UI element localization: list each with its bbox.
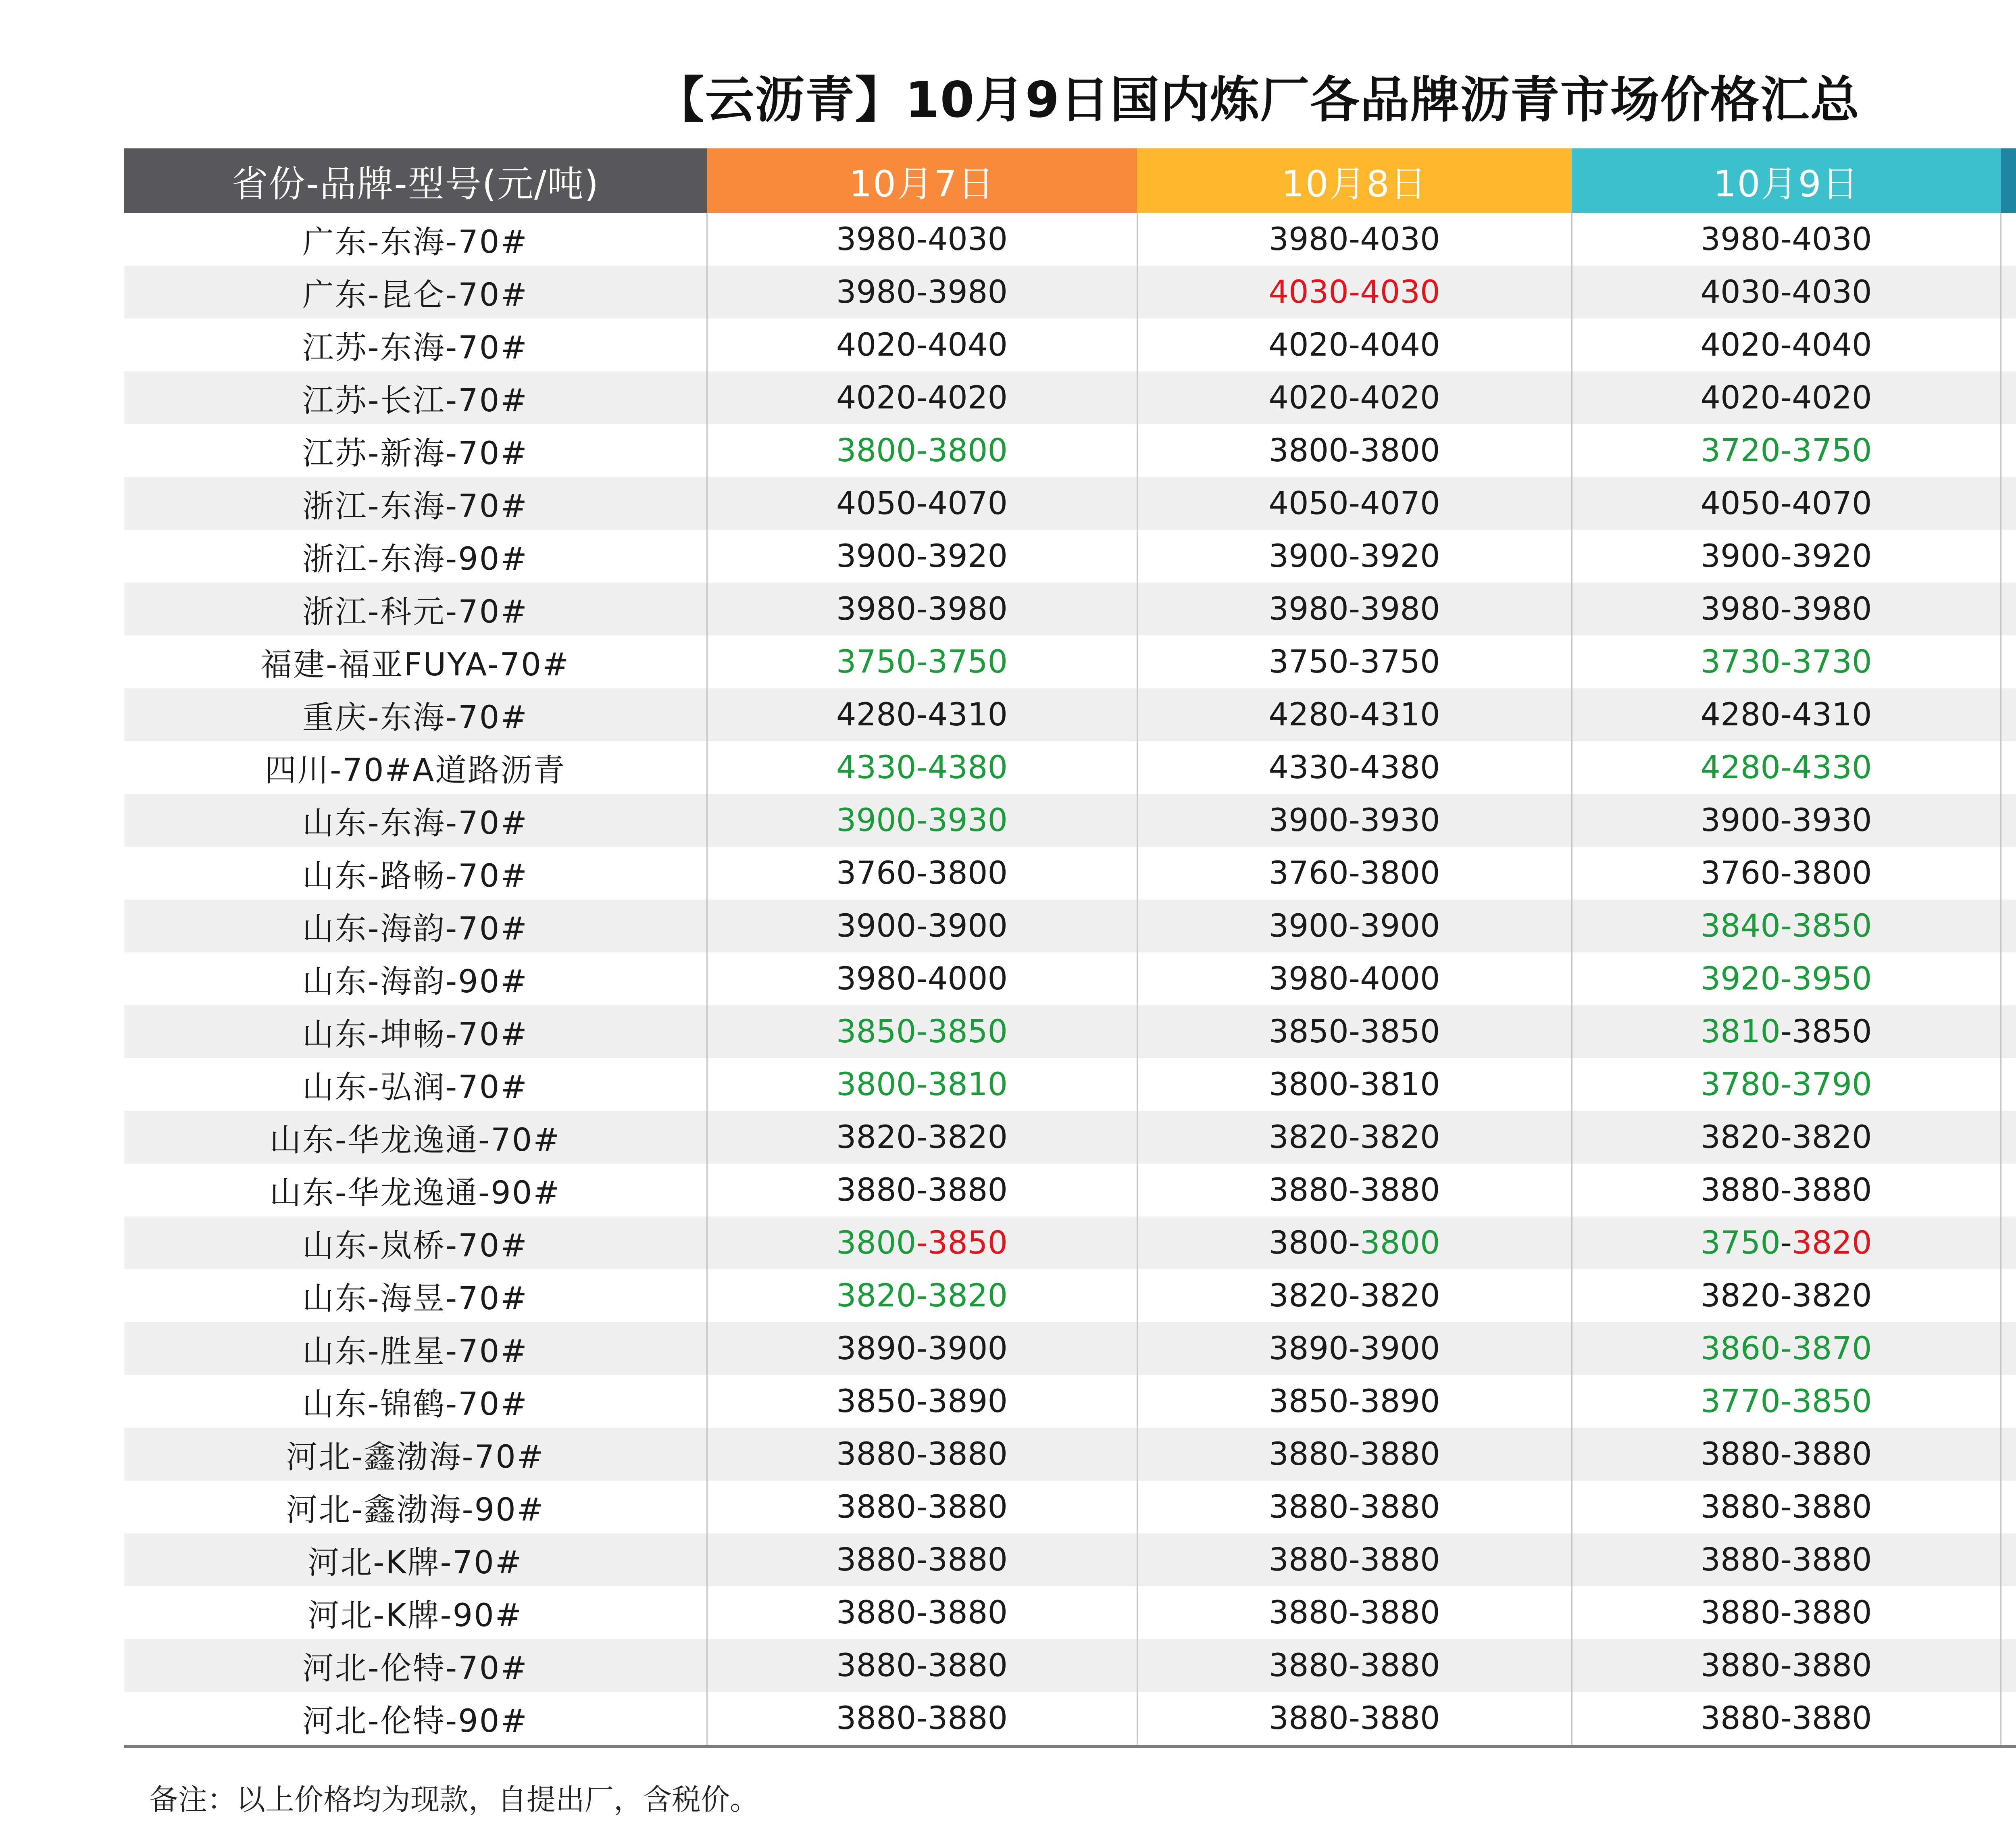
price-oct-7 — [707, 1692, 1137, 1746]
price-oct-9-segment: 3900-3930 — [1700, 802, 1872, 839]
brand-name: 山东-海韵-90# — [124, 952, 707, 1005]
price-change — [2001, 1428, 2016, 1481]
brand-name: 山东-海韵-70# — [124, 900, 707, 952]
price-oct-9 — [1572, 477, 2001, 530]
price-oct-7 — [707, 1639, 1137, 1692]
brand-name: 江苏-东海-70# — [124, 319, 707, 371]
price-oct-8 — [1137, 1058, 1572, 1111]
price-oct-9 — [1572, 213, 2001, 266]
price-oct-8 — [1137, 371, 1572, 424]
price-oct-8 — [1137, 1269, 1572, 1322]
price-oct-8 — [1137, 1428, 1572, 1481]
price-oct-9-segment: 3880-3880 — [1700, 1172, 1872, 1208]
price-oct-7 — [707, 1111, 1137, 1164]
price-oct-7 — [707, 583, 1137, 635]
price-oct-9 — [1572, 319, 2001, 371]
price-oct-7 — [707, 424, 1137, 477]
price-change — [2001, 1481, 2016, 1533]
brand-name: 河北-K牌-90# — [124, 1586, 707, 1639]
price-oct-8-segment: 4280-4310 — [1268, 696, 1440, 733]
table-row — [124, 477, 2016, 530]
price-oct-8 — [1137, 847, 1572, 900]
price-oct-8 — [1137, 266, 1572, 319]
price-oct-8 — [1137, 530, 1572, 583]
table-row — [124, 371, 2016, 424]
price-oct-7 — [707, 477, 1137, 530]
price-oct-9-segment: 3880-3880 — [1700, 1436, 1872, 1473]
price-oct-7-segment: 4020-4040 — [836, 327, 1008, 363]
price-oct-7 — [707, 530, 1137, 583]
price-change — [2001, 1216, 2016, 1269]
price-oct-7 — [707, 900, 1137, 952]
price-oct-7-segment: 3820-3820 — [836, 1277, 1008, 1314]
price-oct-8 — [1137, 952, 1572, 1005]
price-oct-8 — [1137, 1639, 1572, 1692]
price-oct-9-segment: 3720-3750 — [1700, 432, 1872, 469]
price-oct-8-segment: 3760-3800 — [1268, 855, 1440, 892]
price-change — [2001, 1005, 2016, 1058]
table-row — [124, 1269, 2016, 1322]
price-oct-8 — [1137, 1005, 1572, 1058]
price-oct-9 — [1572, 1058, 2001, 1111]
price-oct-7-segment: 3750-3750 — [836, 644, 1008, 680]
price-oct-8-segment: 3800- — [1268, 1225, 1360, 1261]
price-oct-9-segment: 4020-4040 — [1700, 327, 1872, 363]
price-oct-9 — [1572, 1533, 2001, 1586]
price-oct-7 — [707, 1375, 1137, 1428]
table-header-row — [124, 148, 2016, 213]
price-oct-9 — [1572, 1216, 2001, 1269]
price-oct-9 — [1572, 1269, 2001, 1322]
table-row — [124, 1164, 2016, 1216]
price-oct-9-segment: 4020-4020 — [1700, 379, 1872, 416]
price-oct-9-segment: 3840-3850 — [1700, 908, 1872, 944]
price-oct-7-segment: 3880-3880 — [836, 1647, 1008, 1684]
brand-name: 山东-岚桥-70# — [124, 1216, 707, 1269]
price-oct-9-segment: 3770-3850 — [1700, 1383, 1872, 1420]
price-change — [2001, 1058, 2016, 1111]
price-oct-8-segment: 3880-3880 — [1268, 1541, 1440, 1578]
price-oct-7-segment: -3850 — [916, 1225, 1008, 1261]
price-oct-9 — [1572, 1586, 2001, 1639]
price-oct-7-segment: 4280-4310 — [836, 696, 1008, 733]
brand-name: 山东-东海-70# — [124, 794, 707, 847]
price-oct-7-segment: 3880-3880 — [836, 1489, 1008, 1525]
price-oct-7 — [707, 1216, 1137, 1269]
price-oct-8-segment: 4050-4070 — [1268, 485, 1440, 522]
price-oct-9 — [1572, 635, 2001, 688]
price-oct-8 — [1137, 1586, 1572, 1639]
price-change — [2001, 477, 2016, 530]
price-oct-8 — [1137, 635, 1572, 688]
price-oct-7 — [707, 952, 1137, 1005]
price-oct-7-segment: 4050-4070 — [836, 485, 1008, 522]
price-oct-7-segment: 3850-3890 — [836, 1383, 1008, 1420]
table-row — [124, 583, 2016, 635]
price-oct-8-segment: 3890-3900 — [1268, 1330, 1440, 1367]
brand-name: 浙江-科元-70# — [124, 583, 707, 635]
price-oct-8 — [1137, 1375, 1572, 1428]
price-oct-7-segment: 3850-3850 — [836, 1013, 1008, 1050]
table-row — [124, 1375, 2016, 1428]
brand-name: 河北-伦特-90# — [124, 1692, 707, 1746]
price-oct-9 — [1572, 424, 2001, 477]
table-row — [124, 1692, 2016, 1746]
price-oct-7 — [707, 1269, 1137, 1322]
price-oct-9 — [1572, 1375, 2001, 1428]
header-change — [2001, 148, 2016, 213]
price-oct-9-segment: 4280-4310 — [1700, 696, 1872, 733]
price-oct-7-segment: 3900-3900 — [836, 908, 1008, 944]
table-row — [124, 688, 2016, 741]
price-oct-8 — [1137, 1533, 1572, 1586]
price-oct-9-segment: 3880-3880 — [1700, 1594, 1872, 1631]
table-row — [124, 741, 2016, 794]
price-oct-8 — [1137, 900, 1572, 952]
price-oct-9-segment: - — [1780, 1225, 1792, 1261]
brand-name: 浙江-东海-90# — [124, 530, 707, 583]
price-change — [2001, 424, 2016, 477]
price-oct-9-segment: 3820-3820 — [1700, 1119, 1872, 1156]
price-oct-9-segment: 3760-3800 — [1700, 855, 1872, 892]
price-change — [2001, 1269, 2016, 1322]
price-oct-7-segment: 4330-4380 — [836, 749, 1008, 786]
brand-name: 山东-华龙逸通-90# — [124, 1164, 707, 1216]
brand-name: 河北-鑫渤海-90# — [124, 1481, 707, 1533]
price-oct-8-segment: 3800-3810 — [1268, 1066, 1440, 1103]
brand-name: 重庆-东海-70# — [124, 688, 707, 741]
price-oct-8 — [1137, 424, 1572, 477]
table-row — [124, 847, 2016, 900]
brand-name: 山东-胜星-70# — [124, 1322, 707, 1375]
price-oct-9-segment: 3780-3790 — [1700, 1066, 1872, 1103]
table-row — [124, 1322, 2016, 1375]
price-oct-9-segment: 4030-4030 — [1700, 274, 1872, 310]
price-oct-8-segment: 3750-3750 — [1268, 644, 1440, 680]
brand-name: 山东-坤畅-70# — [124, 1005, 707, 1058]
price-oct-7 — [707, 1322, 1137, 1375]
price-oct-8-segment: 3900-3930 — [1268, 802, 1440, 839]
table-row — [124, 635, 2016, 688]
price-oct-8 — [1137, 1216, 1572, 1269]
price-oct-9 — [1572, 847, 2001, 900]
price-oct-8-segment: 3850-3890 — [1268, 1383, 1440, 1420]
price-change — [2001, 319, 2016, 371]
price-oct-8 — [1137, 741, 1572, 794]
price-change — [2001, 1375, 2016, 1428]
price-oct-8 — [1137, 1164, 1572, 1216]
price-oct-7 — [707, 794, 1137, 847]
price-change — [2001, 583, 2016, 635]
table-row — [124, 1481, 2016, 1533]
price-change — [2001, 1692, 2016, 1746]
price-oct-7-segment: 3760-3800 — [836, 855, 1008, 892]
table-row — [124, 319, 2016, 371]
price-oct-8 — [1137, 1111, 1572, 1164]
price-oct-8 — [1137, 1692, 1572, 1746]
footnote: 备注：以上价格均为现款，自提出厂，含税价。 — [149, 1783, 759, 1816]
price-oct-9 — [1572, 1428, 2001, 1481]
price-oct-9-segment: 3880-3880 — [1700, 1489, 1872, 1525]
price-oct-9-segment: 3810 — [1700, 1013, 1781, 1050]
price-oct-8 — [1137, 1322, 1572, 1375]
price-oct-9 — [1572, 1639, 2001, 1692]
brand-name: 山东-锦鹤-70# — [124, 1375, 707, 1428]
price-oct-9 — [1572, 1164, 2001, 1216]
brand-name: 山东-路畅-70# — [124, 847, 707, 900]
price-oct-7-segment: 3980-3980 — [836, 591, 1008, 627]
table-row — [124, 530, 2016, 583]
price-oct-7 — [707, 1428, 1137, 1481]
price-oct-7-segment: 3980-4000 — [836, 960, 1008, 997]
price-oct-7-segment: 3800-3810 — [836, 1066, 1008, 1103]
price-oct-8-segment: 4330-4380 — [1268, 749, 1440, 786]
price-oct-9 — [1572, 1322, 2001, 1375]
price-change — [2001, 900, 2016, 952]
price-oct-7-segment: 3800 — [836, 1225, 916, 1261]
table-row — [124, 1428, 2016, 1481]
table-row — [124, 952, 2016, 1005]
price-oct-7-segment: 3800-3800 — [836, 432, 1008, 469]
price-oct-8-segment: 3850-3850 — [1268, 1013, 1440, 1050]
table-row — [124, 794, 2016, 847]
brand-name: 江苏-长江-70# — [124, 371, 707, 424]
price-oct-9-segment: -3850 — [1780, 1013, 1872, 1050]
price-oct-7 — [707, 688, 1137, 741]
price-oct-7 — [707, 1058, 1137, 1111]
header-brand: 省份-品牌-型号(元/吨) — [124, 148, 707, 213]
brand-name: 山东-海昱-70# — [124, 1269, 707, 1322]
price-oct-7-segment: 3900-3920 — [836, 538, 1008, 575]
price-oct-8 — [1137, 1481, 1572, 1533]
price-oct-8-segment: 4030-4030 — [1268, 274, 1440, 310]
header-oct-7: 10月7日 — [707, 148, 1137, 213]
brand-name: 浙江-东海-70# — [124, 477, 707, 530]
price-oct-8-segment: 3820-3820 — [1268, 1119, 1440, 1156]
price-oct-8 — [1137, 213, 1572, 266]
brand-name: 河北-K牌-70# — [124, 1533, 707, 1586]
price-change — [2001, 1111, 2016, 1164]
table-row — [124, 1005, 2016, 1058]
price-oct-8-segment: 3880-3880 — [1268, 1436, 1440, 1473]
table-row — [124, 900, 2016, 952]
price-oct-8-segment: 4020-4040 — [1268, 327, 1440, 363]
price-oct-7 — [707, 371, 1137, 424]
price-oct-9 — [1572, 266, 2001, 319]
price-change — [2001, 688, 2016, 741]
price-oct-7 — [707, 1533, 1137, 1586]
brand-name: 广东-东海-70# — [124, 213, 707, 266]
price-oct-9-segment: 3900-3920 — [1700, 538, 1872, 575]
price-oct-9 — [1572, 688, 2001, 741]
price-oct-8-segment: 3820-3820 — [1268, 1277, 1440, 1314]
table-row — [124, 266, 2016, 319]
price-oct-9 — [1572, 371, 2001, 424]
brand-name: 山东-弘润-70# — [124, 1058, 707, 1111]
price-oct-9 — [1572, 794, 2001, 847]
price-oct-7 — [707, 741, 1137, 794]
table-row — [124, 1111, 2016, 1164]
price-oct-8 — [1137, 688, 1572, 741]
page-title: 【云沥青】10月9日国内炼厂各品牌沥青市场价格汇总 — [655, 71, 1860, 129]
price-change — [2001, 530, 2016, 583]
price-oct-7 — [707, 319, 1137, 371]
price-oct-7-segment: 3880-3880 — [836, 1541, 1008, 1578]
price-oct-9-segment: 3880-3880 — [1700, 1700, 1872, 1737]
price-oct-9 — [1572, 1692, 2001, 1746]
price-oct-9-segment: 3820 — [1792, 1225, 1872, 1261]
price-table — [124, 148, 2016, 1748]
price-oct-7-segment: 3880-3880 — [836, 1594, 1008, 1631]
brand-name: 山东-华龙逸通-70# — [124, 1111, 707, 1164]
table-row — [124, 1639, 2016, 1692]
price-change — [2001, 266, 2016, 319]
price-oct-9-segment: 3980-3980 — [1700, 591, 1872, 627]
price-oct-9-segment: 3880-3880 — [1700, 1647, 1872, 1684]
table-row — [124, 1586, 2016, 1639]
price-change — [2001, 213, 2016, 266]
table-row — [124, 424, 2016, 477]
price-oct-8-segment: 3880-3880 — [1268, 1489, 1440, 1525]
price-oct-9-segment: 3860-3870 — [1700, 1330, 1872, 1367]
price-oct-7-segment: 3900-3930 — [836, 802, 1008, 839]
price-change — [2001, 635, 2016, 688]
price-oct-7 — [707, 1586, 1137, 1639]
price-oct-7 — [707, 1481, 1137, 1533]
table-row — [124, 1533, 2016, 1586]
price-oct-9-segment: 3730-3730 — [1700, 644, 1872, 680]
price-oct-9 — [1572, 741, 2001, 794]
price-oct-9 — [1572, 530, 2001, 583]
price-oct-9-segment: 3750 — [1700, 1225, 1781, 1261]
price-oct-9-segment: 3980-4030 — [1700, 221, 1872, 258]
brand-name: 河北-伦特-70# — [124, 1639, 707, 1692]
brand-name: 河北-鑫渤海-70# — [124, 1428, 707, 1481]
price-oct-9-segment: 4280-4330 — [1700, 749, 1872, 786]
price-change — [2001, 1322, 2016, 1375]
price-oct-8-segment: 3980-3980 — [1268, 591, 1440, 627]
brand-name: 广东-昆仑-70# — [124, 266, 707, 319]
price-oct-8-segment: 3880-3880 — [1268, 1647, 1440, 1684]
price-change — [2001, 794, 2016, 847]
price-oct-9-segment: 3820-3820 — [1700, 1277, 1872, 1314]
price-change — [2001, 952, 2016, 1005]
price-oct-8-segment: 3800-3800 — [1268, 432, 1440, 469]
price-change — [2001, 847, 2016, 900]
price-oct-7-segment: 3880-3880 — [836, 1436, 1008, 1473]
price-oct-9-segment: 3920-3950 — [1700, 960, 1872, 997]
price-change — [2001, 1639, 2016, 1692]
price-oct-7 — [707, 635, 1137, 688]
price-oct-9 — [1572, 1111, 2001, 1164]
price-oct-7-segment: 3880-3880 — [836, 1172, 1008, 1208]
price-oct-8 — [1137, 794, 1572, 847]
price-oct-8-segment: 3800 — [1360, 1225, 1440, 1261]
price-oct-8 — [1137, 319, 1572, 371]
price-change — [2001, 371, 2016, 424]
price-change — [2001, 1533, 2016, 1586]
price-oct-8 — [1137, 477, 1572, 530]
price-oct-9-segment: 4050-4070 — [1700, 485, 1872, 522]
price-oct-7-segment: 3890-3900 — [836, 1330, 1008, 1367]
price-oct-7 — [707, 1005, 1137, 1058]
brand-name: 福建-福亚FUYA-70# — [124, 635, 707, 688]
price-oct-8-segment: 3980-4000 — [1268, 960, 1440, 997]
price-oct-7-segment: 3820-3820 — [836, 1119, 1008, 1156]
price-oct-7 — [707, 1164, 1137, 1216]
price-oct-7 — [707, 213, 1137, 266]
price-oct-8 — [1137, 583, 1572, 635]
brand-name: 江苏-新海-70# — [124, 424, 707, 477]
price-oct-8-segment: 3880-3880 — [1268, 1700, 1440, 1737]
price-oct-7 — [707, 847, 1137, 900]
price-change — [2001, 1586, 2016, 1639]
price-oct-8-segment: 3880-3880 — [1268, 1172, 1440, 1208]
price-oct-7 — [707, 266, 1137, 319]
price-oct-8-segment: 3900-3900 — [1268, 908, 1440, 944]
price-oct-9 — [1572, 900, 2001, 952]
price-change — [2001, 741, 2016, 794]
price-change — [2001, 1164, 2016, 1216]
price-oct-7-segment: 4020-4020 — [836, 379, 1008, 416]
price-oct-9 — [1572, 1005, 2001, 1058]
price-oct-9 — [1572, 583, 2001, 635]
header-oct-9: 10月9日 — [1572, 148, 2001, 213]
price-oct-8-segment: 3980-4030 — [1268, 221, 1440, 258]
price-oct-9 — [1572, 952, 2001, 1005]
brand-name: 四川-70#A道路沥青 — [124, 741, 707, 794]
table-row — [124, 1216, 2016, 1269]
table-row — [124, 1058, 2016, 1111]
table-row — [124, 213, 2016, 266]
price-oct-7-segment: 3880-3880 — [836, 1700, 1008, 1737]
price-oct-9-segment: 3880-3880 — [1700, 1541, 1872, 1578]
price-oct-7-segment: 3980-4030 — [836, 221, 1008, 258]
price-oct-8-segment: 4020-4020 — [1268, 379, 1440, 416]
price-oct-7-segment: 3980-3980 — [836, 274, 1008, 310]
header-oct-8: 10月8日 — [1137, 148, 1572, 213]
price-oct-9 — [1572, 1481, 2001, 1533]
table-body — [124, 213, 2016, 1746]
price-oct-8-segment: 3880-3880 — [1268, 1594, 1440, 1631]
price-oct-8-segment: 3900-3920 — [1268, 538, 1440, 575]
